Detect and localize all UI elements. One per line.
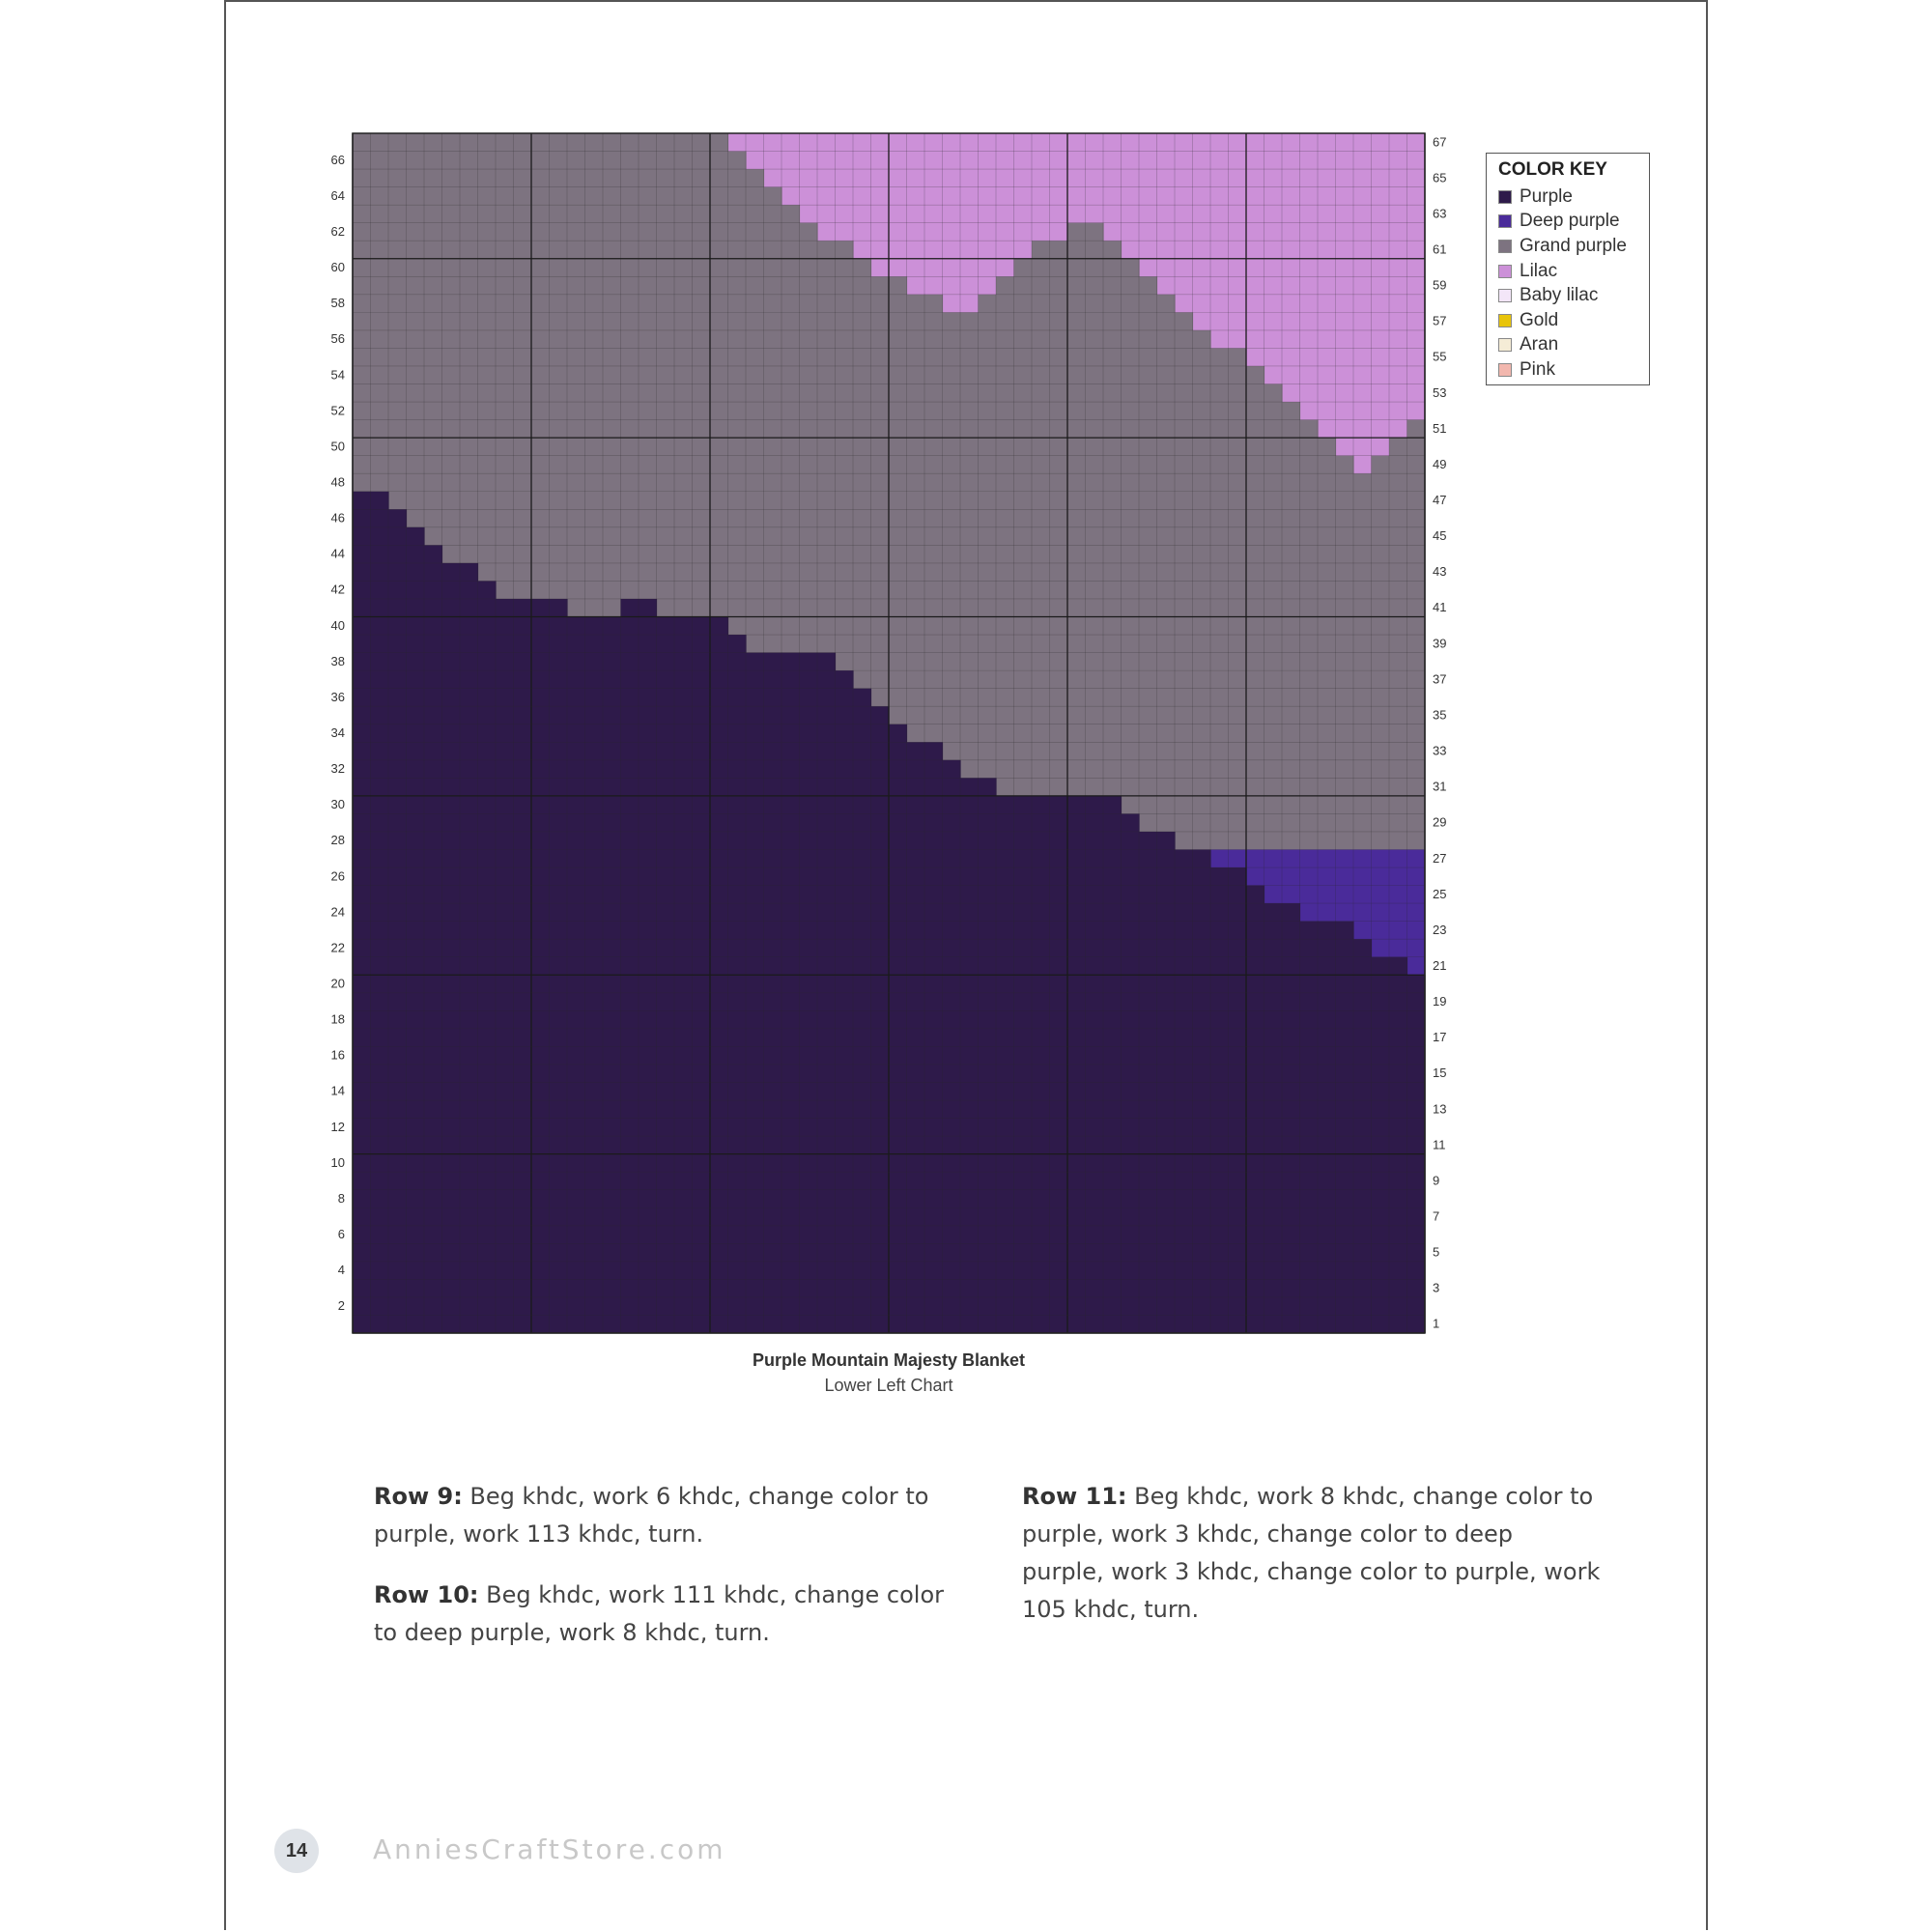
- purple-column: [460, 563, 478, 1333]
- row-label-right: 27: [1433, 850, 1447, 866]
- purple-column: [621, 599, 639, 1333]
- color-key-label: Grand purple: [1520, 235, 1627, 256]
- color-swatch: [1498, 289, 1512, 302]
- row-label-left: 56: [330, 331, 345, 347]
- row-label-right: 9: [1433, 1173, 1440, 1188]
- row-label-left: 16: [330, 1047, 345, 1063]
- row-label-right: 65: [1433, 170, 1447, 185]
- row-label-left: 38: [330, 653, 345, 668]
- row-label-left: 58: [330, 296, 345, 311]
- row-label-left: 64: [330, 187, 345, 203]
- row-label-left: 22: [330, 940, 345, 955]
- purple-column: [1336, 922, 1354, 1333]
- row-label-right: 29: [1433, 814, 1447, 830]
- purple-column: [1372, 957, 1390, 1333]
- row-label-left: 28: [330, 833, 345, 848]
- purple-column: [353, 492, 371, 1333]
- color-key-item: [1498, 357, 1649, 383]
- row-label-right: 21: [1433, 957, 1447, 973]
- row-label-right: 59: [1433, 277, 1447, 293]
- row-label-right: 31: [1433, 779, 1447, 794]
- row-label-right: 7: [1433, 1208, 1440, 1224]
- color-swatch: [1498, 190, 1512, 204]
- color-key-item: [1498, 308, 1649, 333]
- instructions-right-column: [1022, 1478, 1602, 1652]
- row-label-right: 19: [1433, 994, 1447, 1009]
- row-label-right: 23: [1433, 922, 1447, 937]
- color-key-title: COLOR KEY: [1498, 159, 1607, 180]
- chart-subtitle: Lower Left Chart: [824, 1376, 953, 1395]
- purple-column: [728, 635, 747, 1333]
- instructions-left-column: [374, 1478, 953, 1675]
- row-label-right: 13: [1433, 1101, 1447, 1117]
- row-label-left: 24: [330, 904, 345, 920]
- row-label-right: 41: [1433, 600, 1447, 615]
- page-number: 14: [274, 1829, 319, 1873]
- color-key-label: Baby lilac: [1520, 285, 1599, 306]
- chart-title: Purple Mountain Majesty Blanket: [752, 1350, 1026, 1370]
- row-label-right: 55: [1433, 349, 1447, 364]
- purple-column: [639, 599, 657, 1333]
- purple-column: [407, 527, 425, 1333]
- row-label-right: 15: [1433, 1065, 1447, 1081]
- row-label-left: 66: [330, 152, 345, 167]
- row-label-right: 37: [1433, 671, 1447, 687]
- row-label-right: 33: [1433, 743, 1447, 758]
- purple-column: [907, 742, 925, 1333]
- purple-column: [1246, 886, 1264, 1333]
- color-key-label: Purple: [1520, 185, 1573, 207]
- color-swatch: [1498, 338, 1512, 352]
- purple-column: [496, 599, 514, 1333]
- row-label-left: 6: [337, 1227, 345, 1242]
- purple-column: [836, 670, 854, 1333]
- color-key-item: [1498, 234, 1649, 259]
- purple-column: [514, 599, 532, 1333]
- row-9-instruction: Row 9: Beg khdc, work 6 khdc, change color to purple, work 113 khdc, turn.: [374, 1483, 929, 1548]
- purple-column: [1318, 922, 1336, 1333]
- row-label-right: 57: [1433, 313, 1447, 328]
- color-key-item: [1498, 185, 1649, 210]
- row-label-left: 2: [337, 1298, 345, 1314]
- purple-column: [1389, 957, 1407, 1333]
- row-label-left: 26: [330, 868, 345, 884]
- purple-column: [1175, 849, 1193, 1333]
- row-label-left: 44: [330, 546, 345, 561]
- row-label-right: 17: [1433, 1030, 1447, 1045]
- row-label-left: 52: [330, 403, 345, 418]
- color-key: [1486, 153, 1650, 385]
- purple-column: [1193, 849, 1211, 1333]
- row-label-left: 32: [330, 761, 345, 777]
- row-label-right: 49: [1433, 456, 1447, 471]
- purple-column: [1300, 922, 1319, 1333]
- row-label-right: 63: [1433, 206, 1447, 221]
- row-label-left: 14: [330, 1083, 345, 1098]
- row-label-left: 54: [330, 367, 345, 383]
- color-swatch: [1498, 314, 1512, 327]
- color-key-item: [1498, 333, 1649, 358]
- row-label-left: 18: [330, 1011, 345, 1027]
- purple-column: [924, 742, 943, 1333]
- purple-column: [979, 778, 997, 1333]
- color-swatch: [1498, 240, 1512, 253]
- color-key-label: Pink: [1520, 358, 1555, 380]
- row-label-left: 62: [330, 223, 345, 239]
- row-label-left: 4: [337, 1263, 345, 1278]
- row-label-left: 60: [330, 260, 345, 275]
- color-key-label: Aran: [1520, 334, 1559, 355]
- color-key-label: Deep purple: [1520, 211, 1620, 232]
- purple-column: [531, 599, 550, 1333]
- row-label-right: 11: [1433, 1137, 1446, 1152]
- row-label-left: 34: [330, 725, 345, 740]
- color-swatch: [1498, 363, 1512, 377]
- row-label-left: 20: [330, 976, 345, 991]
- purple-column: [871, 706, 890, 1333]
- row-label-right: 51: [1433, 420, 1447, 436]
- row-10-instruction: Row 10: Beg khdc, work 111 khdc, change color to deep purple, work 8 khdc, turn.: [374, 1581, 945, 1646]
- row-label-left: 42: [330, 582, 345, 597]
- color-key-item: [1498, 259, 1649, 284]
- purple-column: [442, 563, 461, 1333]
- row-label-right: 67: [1433, 134, 1447, 150]
- color-key-label: Gold: [1520, 309, 1559, 330]
- purple-column: [1122, 813, 1140, 1333]
- row-label-left: 48: [330, 474, 345, 490]
- row-label-right: 61: [1433, 242, 1447, 257]
- row-label-left: 46: [330, 510, 345, 526]
- color-swatch: [1498, 265, 1512, 278]
- row-label-left: 12: [330, 1119, 345, 1134]
- row-label-right: 1: [1433, 1316, 1440, 1331]
- color-key-item: [1498, 210, 1649, 235]
- row-label-left: 10: [330, 1154, 345, 1170]
- row-label-right: 39: [1433, 636, 1447, 651]
- color-key-list: [1498, 185, 1649, 383]
- row-label-left: 36: [330, 689, 345, 704]
- row-label-right: 47: [1433, 493, 1447, 508]
- row-label-left: 50: [330, 439, 345, 454]
- row-label-left: 30: [330, 797, 345, 812]
- purple-column: [550, 599, 568, 1333]
- row-label-right: 3: [1433, 1280, 1440, 1295]
- row-label-left: 40: [330, 617, 345, 633]
- row-label-right: 53: [1433, 384, 1447, 400]
- row-11-instruction: Row 11: Beg khdc, work 8 khdc, change color to purple, work 3 khdc, change color to deep purple, work 3 khdc, change color to purple, work 105 khdc, turn.: [1022, 1483, 1601, 1623]
- purple-column: [371, 492, 389, 1333]
- color-swatch: [1498, 214, 1512, 228]
- row-label-right: 43: [1433, 564, 1447, 580]
- purple-column: [960, 778, 979, 1333]
- row-label-right: 25: [1433, 886, 1447, 901]
- row-label-left: 8: [337, 1190, 345, 1206]
- color-key-label: Lilac: [1520, 260, 1558, 281]
- row-label-right: 35: [1433, 707, 1447, 723]
- site-url: AnniesCraftStore.com: [373, 1833, 726, 1865]
- row-label-right: 45: [1433, 528, 1447, 544]
- row-label-right: 5: [1433, 1244, 1440, 1260]
- color-key-item: [1498, 283, 1649, 308]
